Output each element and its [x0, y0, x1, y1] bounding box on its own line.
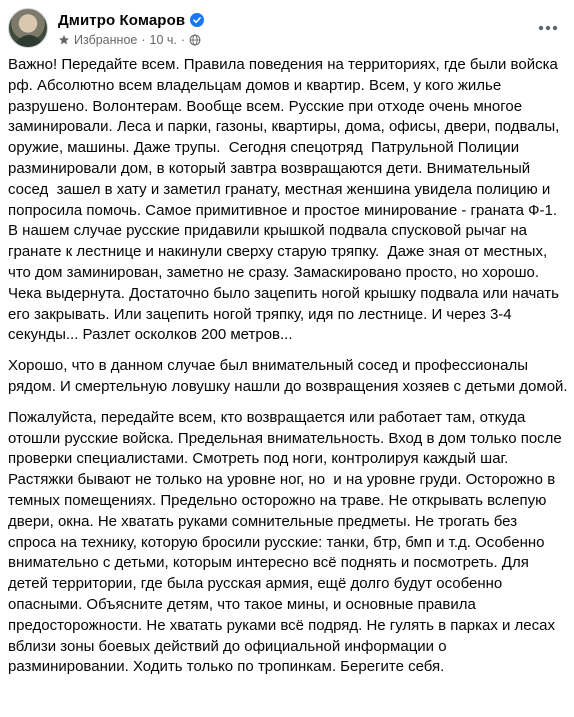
meta-separator: ·	[141, 33, 146, 47]
author-name[interactable]: Дмитро Комаров	[58, 11, 186, 29]
star-icon	[58, 34, 70, 46]
verified-badge-icon	[190, 13, 204, 27]
post-paragraph: Пожалуйста, передайте всем, кто возвращается или работает там, откуда отошли русские войска. Предельная внимательность. Вход в дом только после проверки специалистами. Смотреть под ноги, контролируя каждый шаг. Растяжки бывают не только на уровне ног, но и на уровне груди. Осторожно в темных помещениях. Предельно осторожно на траве. Не открывать вслепую двери, окна. Не хватать руками сомнительные предметы. Не трогать без спроса на технику, которую бросили русские: танки, бтр, бмп и т.д. Особенно внимательно с детьми, которым интересно всё поднять и посмотреть. Для детей территории, где была русская армия, ещё долго будут особенно опасными. Объясните детям, что такое мины, и основные правила предосторожности. Не хватать руками всё подряд. Не гулять в парках и лесах вблизи зоны боевых действий до официальной информации о разминировании. Ходить только по тропинкам. Берегите себя.	[8, 408, 566, 676]
audience-label[interactable]: Избранное	[74, 33, 138, 47]
more-options-button[interactable]	[536, 16, 560, 40]
author-row	[58, 10, 204, 30]
more-horizontal-icon	[538, 25, 558, 31]
post-paragraph: Хорошо, что в данном случае был внимательный сосед и профессионалы рядом. И смертельную ловушку нашли до возвращения хозяев с детьми домой.	[8, 357, 568, 395]
post-meta	[58, 32, 201, 48]
post-body	[8, 55, 568, 688]
post-time[interactable]: 10 ч.	[149, 33, 177, 47]
post-header	[8, 8, 566, 50]
post-paragraph: Важно! Передайте всем. Правила поведения на территориях, где были войска рф. Абсолютно всем владельцам домов и квартир. Всем, у кого жилье разрушено. Волонтерам. Вообще всем. Русские при отходе очень многое заминировали. Леса и парки, газоны, квартиры, дома, офисы, двери, подвалы, оружие, машины. Даже трупы. Сегодня спецотряд Патрульной Полиции разминировали дом, в который завтра возвращаются дети. Внимательный сосед зашел в хату и заметил гранату, местная женшина увидела полицию и попросила помочь. Самое примитивное и простое минирование - граната Ф-1. В нашем случае русские придавили крышкой подвала спусковой рычаг на гранате к лестнице и накинули сверху старую тряпку. Даже зная от местных, что дом заминирован, заметно не сразу. Замаскировано просто, но хорошо. Чека выдернута. Достаточно было зацепить ногой крышку подвала или начать его закрывать. Или зацепить ногой тряпку, идя по лестнице. И через 3-4 секунды... Разлет осколков 200 метров...	[8, 56, 564, 344]
avatar-figure	[15, 35, 43, 48]
meta-separator-2: ·	[180, 33, 186, 47]
author-avatar[interactable]	[8, 8, 48, 48]
globe-icon[interactable]	[189, 34, 201, 46]
